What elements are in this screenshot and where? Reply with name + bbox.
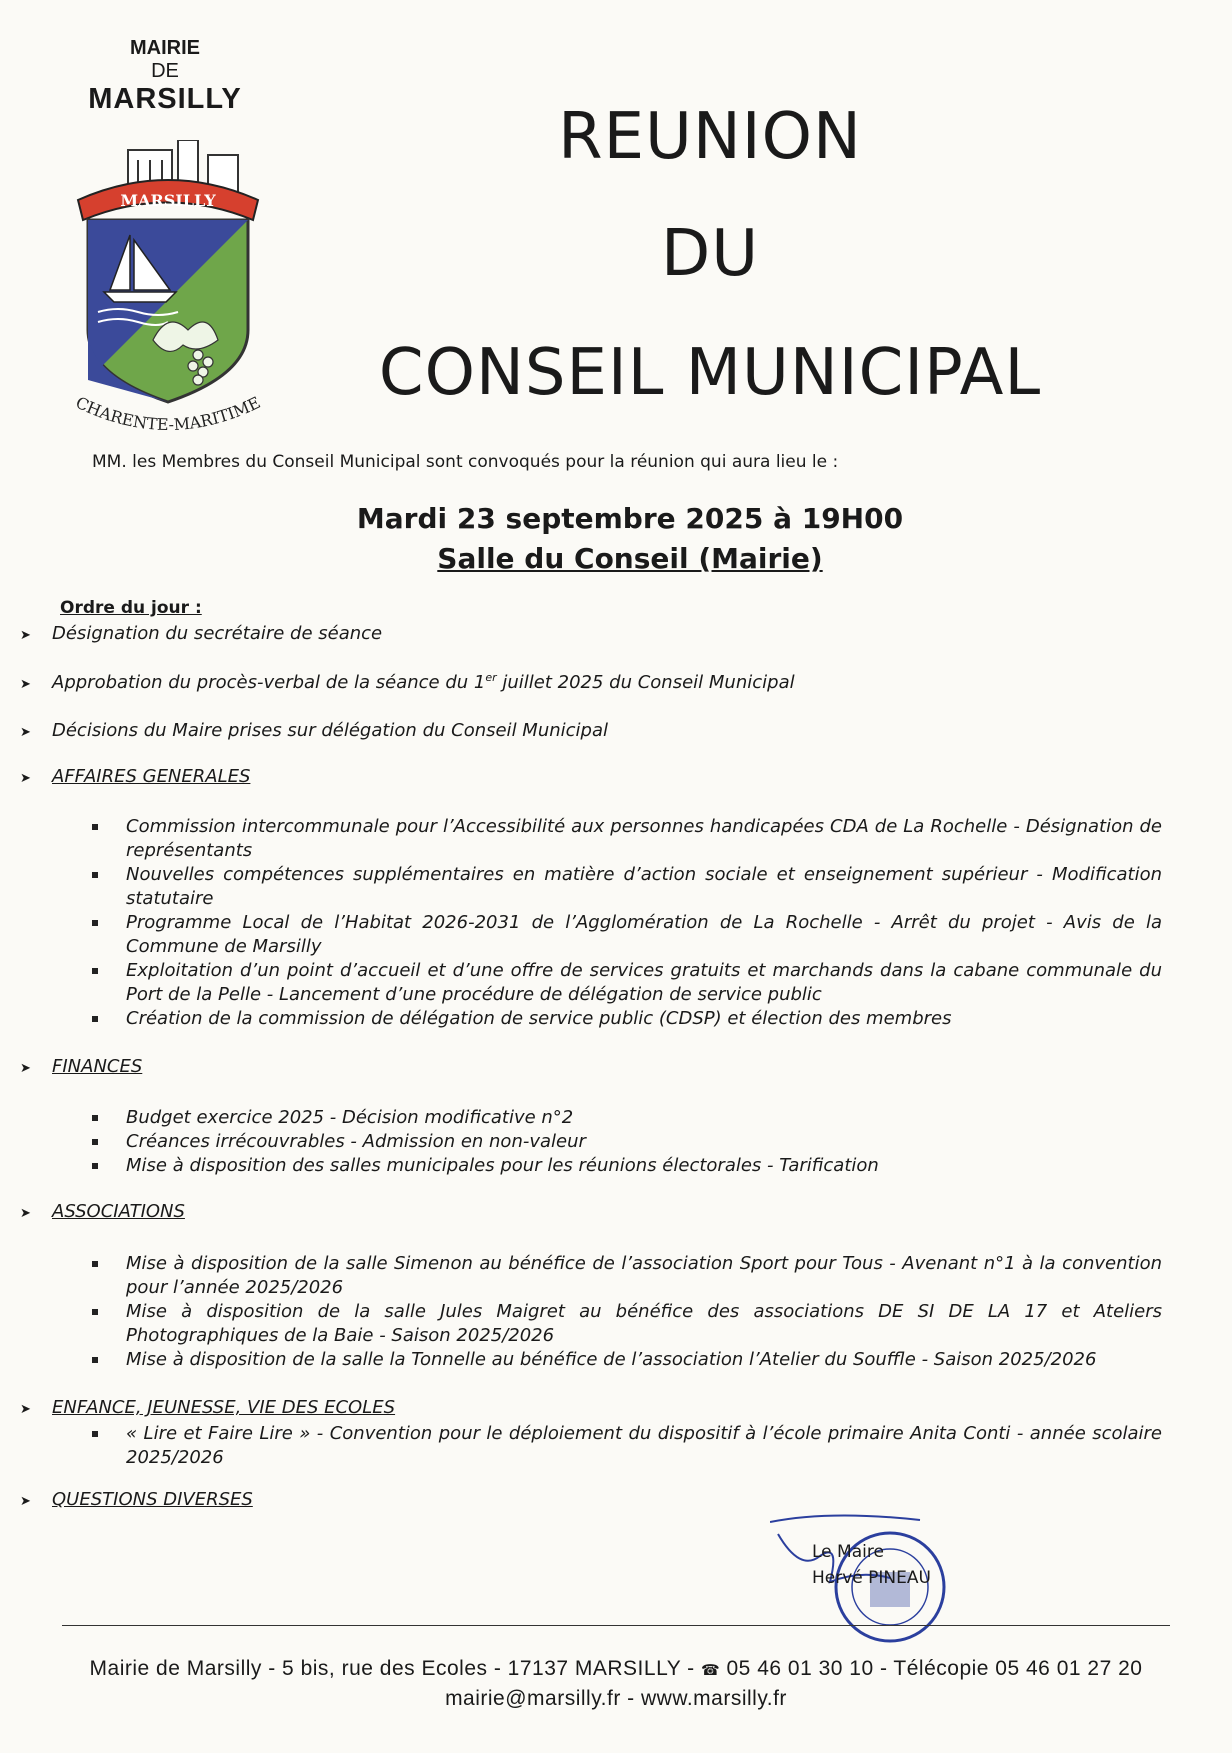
list-item: Commission intercommunale pour l’Accessibilité aux personnes handicapées CDA de La Rochelle - Désignation de représentants: [92, 815, 1162, 863]
section-enfance: ➤ ENFANCE, JEUNESSE, VIE DES ECOLES: [20, 1397, 396, 1418]
section-questions-diverses: ➤ QUESTIONS DIVERSES: [20, 1489, 253, 1510]
phone-icon: ☎: [700, 1662, 721, 1679]
list-item: Création de la commission de délégation de service public (CDSP) et élection des membres: [92, 1007, 1162, 1031]
title-line3: CONSEIL MUNICIPAL: [378, 336, 1042, 410]
arrow-icon: ➤: [20, 725, 31, 740]
arrow-icon: ➤: [20, 677, 31, 692]
affaires-list: [92, 815, 1162, 1031]
mairie-header: [60, 36, 270, 116]
footer-address: Mairie de Marsilly - 5 bis, rue des Ecoles - 17137 MARSILLY - ☎ 05 46 01 30 10 - Télécopie 05 46 01 27 20: [89, 1657, 1143, 1680]
section-associations: ➤ ASSOCIATIONS: [20, 1201, 185, 1222]
mairie-line2: DE: [151, 60, 179, 82]
arrow-icon: ➤: [20, 1206, 31, 1221]
list-item: Créances irrécouvrables - Admission en non-valeur: [92, 1130, 1162, 1154]
finances-list: [92, 1106, 1162, 1178]
section-finances: ➤ FINANCES: [20, 1056, 143, 1077]
list-item: Mise à disposition de la salle Jules Maigret au bénéfice des associations DE SI DE LA 17 et Ateliers Photographiques de la Baie - Saison 2025/2026: [92, 1300, 1162, 1348]
list-item: Exploitation d’un point d’accueil et d’une offre de services gratuits et marchands dans la cabane communale du Port de la Pelle - Lancement d’une procédure de délégation de service public: [92, 959, 1162, 1007]
signature-name: Hervé PINEAU: [812, 1568, 931, 1588]
arrow-icon: ➤: [20, 1494, 31, 1509]
mairie-line1: MAIRIE: [130, 37, 200, 59]
signature-title: Le Maire: [812, 1542, 884, 1562]
agenda-heading: Ordre du jour :: [60, 598, 202, 618]
list-item: Nouvelles compétences supplémentaires en matière d’action sociale et enseignement supérieur - Modification statutaire: [92, 863, 1162, 911]
arrow-icon: ➤: [20, 771, 31, 786]
mairie-line3: MARSILLY: [88, 83, 242, 115]
meeting-date: Mardi 23 septembre 2025 à 19H00: [356, 502, 904, 535]
list-item: Programme Local de l’Habitat 2026-2031 de l’Agglomération de La Rochelle - Arrêt du projet - Avis de la Commune de Marsilly: [92, 911, 1162, 959]
agenda-item: ➤ Approbation du procès-verbal de la séance du 1er juillet 2025 du Conseil Municipal: [20, 671, 795, 693]
list-item: « Lire et Faire Lire » - Convention pour le déploiement du dispositif à l’école primaire Anita Conti - année scolaire 2025/2026: [92, 1422, 1162, 1470]
intro-text: MM. les Membres du Conseil Municipal sont convoqués pour la réunion qui aura lieu le :: [92, 452, 839, 472]
arrow-icon: ➤: [20, 1402, 31, 1417]
enfance-list: [92, 1422, 1162, 1470]
associations-list: [92, 1252, 1162, 1372]
list-item: Budget exercice 2025 - Décision modificative n°2: [92, 1106, 1162, 1130]
title-line1: REUNION: [558, 100, 862, 174]
crest-banner-text: MARSILLY: [120, 191, 216, 210]
list-item: Mise à disposition des salles municipales pour les réunions électorales - Tarification: [92, 1154, 1162, 1178]
arrow-icon: ➤: [20, 1061, 31, 1076]
agenda-item: ➤ Décisions du Maire prises sur délégation du Conseil Municipal: [20, 720, 608, 741]
title-line2: DU: [660, 217, 760, 291]
crest-region-text: CHARENTE-MARITIME: [72, 392, 264, 435]
agenda-item: ➤ Désignation du secrétaire de séance: [20, 623, 383, 644]
signature-block: [770, 1512, 970, 1662]
section-affaires-generales: ➤ AFFAIRES GENERALES: [20, 766, 251, 787]
list-item: Mise à disposition de la salle Simenon au bénéfice de l’association Sport pour Tous - Avenant n°1 à la convention pour l’année 2025/2026: [92, 1252, 1162, 1300]
list-item: Mise à disposition de la salle la Tonnelle au bénéfice de l’association l’Atelier du Souffle - Saison 2025/2026: [92, 1348, 1162, 1372]
footer-divider: [62, 1625, 1170, 1626]
arrow-icon: ➤: [20, 628, 31, 643]
meeting-place: Salle du Conseil (Mairie): [437, 542, 823, 575]
footer-contact: mairie@marsilly.fr - www.marsilly.fr: [445, 1687, 787, 1710]
town-crest-logo: [58, 140, 278, 440]
